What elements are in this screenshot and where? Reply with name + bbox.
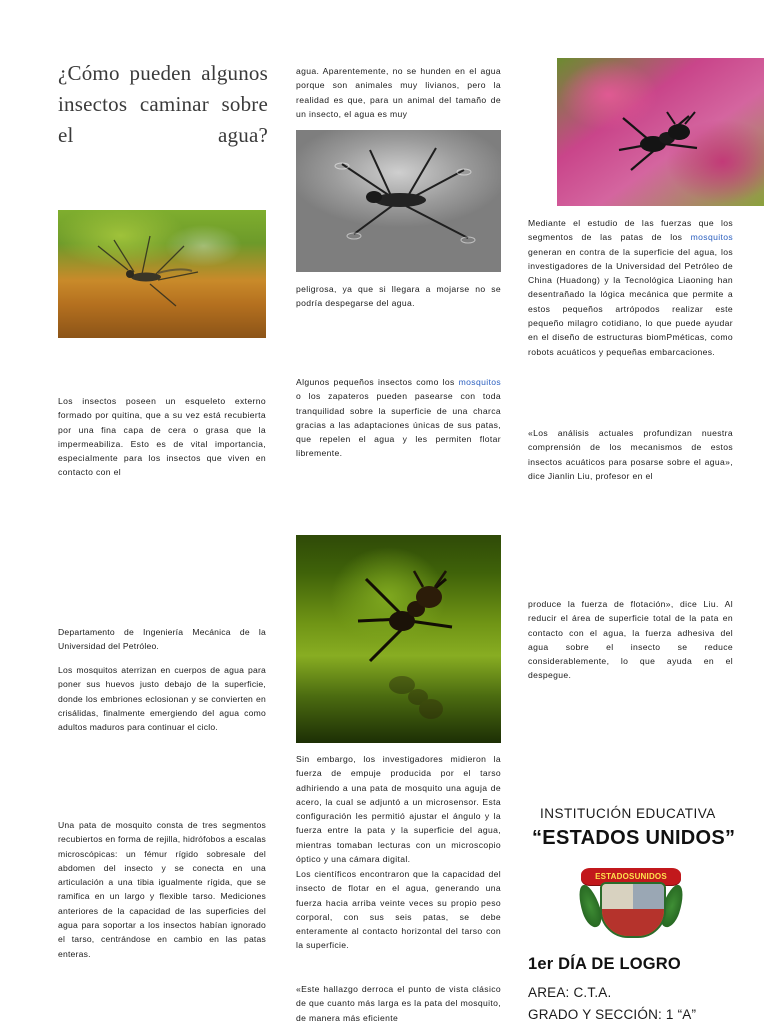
mosquito-silhouette-icon (58, 210, 266, 338)
logo-shield-quadrant-1 (602, 884, 633, 909)
page-title: ¿Cómo pueden algunos insectos caminar sobre el agua? (58, 61, 268, 147)
right-paragraph-study (528, 216, 733, 359)
mid-paragraph-under-strider: peligrosa, ya que si llegara a mojarse no se podría despegarse del agua. (296, 284, 501, 309)
event-title: 1er DÍA DE LOGRO (528, 955, 681, 973)
logo-shield-quadrant-2 (633, 884, 664, 909)
mid-text-after-link: o los zapateros pueden pasearse con toda tranquilidad sobre la superficie de una charca gracias a las adaptaciones únicas de sus patas, que repelen el agua y les permiten flotar libremente. (296, 391, 501, 459)
mosquitos-link-right[interactable]: mosquitos (690, 232, 733, 243)
institution-name-line2: “ESTADOS UNIDOS” (532, 827, 736, 849)
water-strider-image (296, 130, 501, 272)
mosquitos-link-mid[interactable]: mosquitos (458, 377, 501, 387)
water-strider-silhouette-icon (296, 130, 501, 272)
institution-logo (577, 866, 685, 938)
ant-on-flower-image (557, 58, 764, 206)
left-paragraph-1: Los insectos poseen un esqueleto externo formado por quitina, que a su vez está recubierta por una fina capa de cera o grasa que la impermeabiliza. Esto es de vital importancia, especialmente para los insectos que viven en contacto con el (58, 396, 266, 478)
area-field: AREA: C.T.A. (528, 985, 612, 1000)
right-text-after-link: generan en contra de la superficie del agua, los investigadores de la Universidad del Petróleo de China (Huadong) y la Tecnológica Liaoning han desentrañado la lógica mecánica que permite a estos pequeños artrópodos realizar este pequeño milagro cotidiano, lo que puede ayudar en el diseño de estructuras biomPméticas, como robots acuáticos y pequeñas embarcaciones. (528, 246, 733, 357)
grade-section-field: GRADO Y SECCIÓN: 1 “A” (528, 1007, 697, 1022)
right-paragraph-flotacion: produce la fuerza de flotación», dice Liu. Al reducir el área de superficie total de la pata en contacto con el agua, la fuerza adhesiva del agua sobre el insecto se reduce considerablemente, lo que ayuda en el despegue. (528, 599, 733, 681)
ant-reflection-image (296, 535, 501, 743)
institution-name-line1: INSTITUCIÓN EDUCATIVA (540, 806, 716, 821)
right-paragraph-quote: «Los análisis actuales profundizan nuestra comprensión de los mecanismos de estos insectos acuáticos para posarse sobre el agua», dice Jianlin Liu, profesor en el (528, 428, 733, 481)
mid-paragraph-conclusion: «Este hallazgo derroca el punto de vista clásico de que cuanto más larga es la pata del mosquito, de manera más eficiente (296, 984, 501, 1023)
mid-paragraph-top: agua. Aparentemente, no se hunden en el agua porque son animales muy livianos, pero la realidad es que, para un animal del tamaño de un insecto, el agua es muy (296, 66, 501, 119)
logo-shield-icon (600, 882, 666, 938)
logo-ribbon-text: ESTADOSUNIDOS (581, 868, 681, 885)
mid-text-before-link: Algunos pequeños insectos como los (296, 377, 459, 387)
right-text-before-link: Mediante el estudio de las fuerzas que los segmentos de las patas de los (528, 218, 733, 243)
ant-silhouette-icon (296, 535, 501, 743)
left-paragraph-leg-structure: Una pata de mosquito consta de tres segmentos recubiertos en forma de rejilla, hidrófobos a escalas microscópicas: un fémur rígido sobresale del abdomen del insecto y se conecta en una articulación a una tibia igualmente rígida, que se ramifica en un largo y flexible tarso. Mediciones anteriores de la capacidad de las superficies del agua para soportar a los insectos habían ignorado el tarso, centrándose en cambio en las patas enteras. (58, 820, 266, 959)
ant-on-flower-silhouette-icon (557, 58, 764, 206)
mosquito-on-water-image (58, 210, 266, 338)
logo-shield-quadrant-3 (602, 909, 664, 936)
mid-paragraph-measurement: Sin embargo, los investigadores midieron la fuerza de empuje producida por el tarso adhiriendo a una pata de mosquito una aguja de acero, la cual se adjuntó a un microsensor. Esta configuración les permitió ajustar el ángulo y la fuerza entre la pata y la superficie del agua, mientras tomaban lecturas con un microscopio óptico y una cámara digital. (296, 754, 501, 865)
institution-block (528, 806, 760, 850)
left-paragraph-mosquito-lifecycle: Los mosquitos aterrizan en cuerpos de agua para poner sus huevos justo debajo de la superficie, donde los embriones eclosionan y se convierten en crisálidas, finalmente emergiendo del agua como adultos maduros para continuar el ciclo. (58, 665, 266, 733)
left-paragraph-department: Departamento de Ingeniería Mecánica de la Universidad del Petróleo. (58, 627, 266, 652)
mid-paragraph-small-insects (296, 375, 501, 461)
mid-paragraph-findings: Los científicos encontraron que la capacidad del insecto de flotar en el agua, generando una fuerza hacia arriba veinte veces su propio peso corporal, con sus seis patas, se debe enteramente al contacto horizontal del tarso con la superficie. (296, 869, 501, 951)
